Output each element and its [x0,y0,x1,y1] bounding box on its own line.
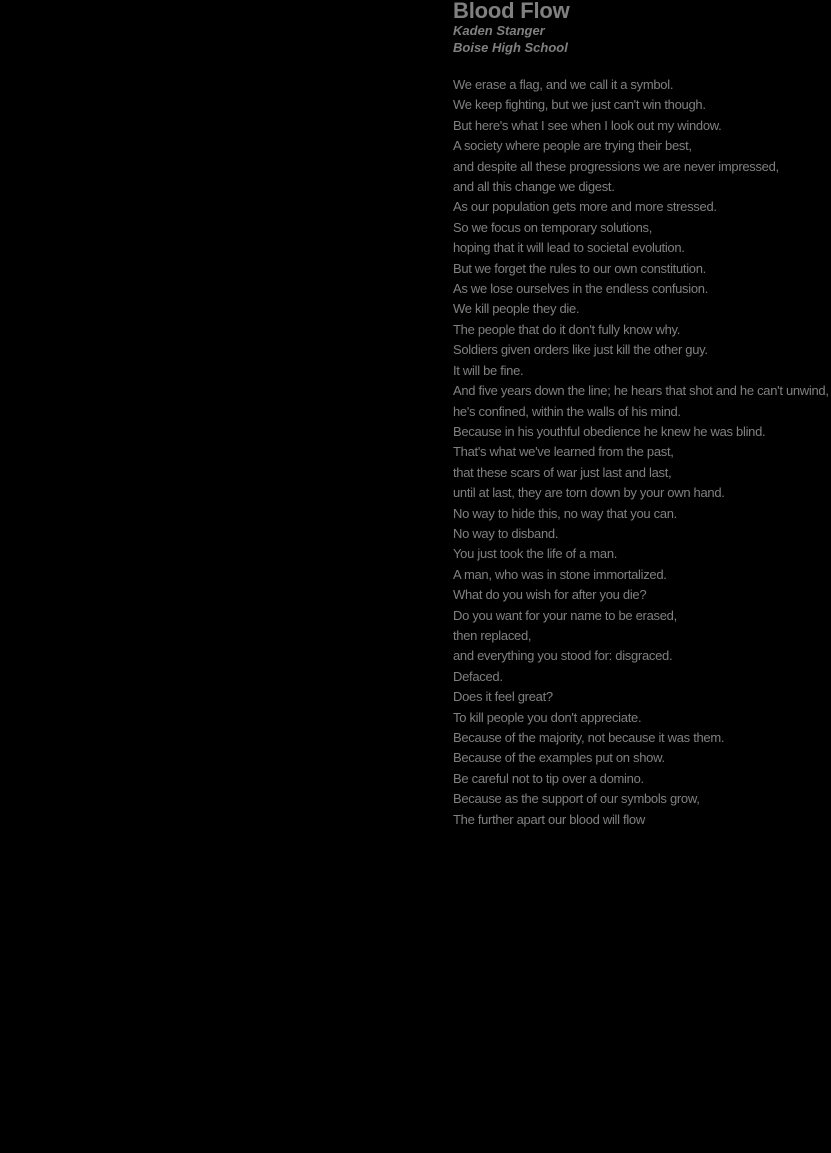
poem-line: he's confined, within the walls of his mind. [453,403,681,419]
poem-line: We erase a flag, and we call it a symbol. [453,77,674,92]
poem-school: Boise High School [453,40,568,55]
poem-line: That's what we've learned from the past, [453,444,674,460]
poem-line: No way to hide this, no way that you can. [453,505,677,521]
poem-line: A man, who was in stone immortalized. [453,566,667,582]
poem-line: then replaced, [453,627,532,643]
poem-line: To kill people you don't appreciate. [453,709,642,725]
poem-line: and everything you stood for: disgraced. [453,648,673,664]
poem-line: No way to disband. [453,525,559,541]
poem-line: Because in his youthful obedience he knew he was blind. [453,423,766,439]
poem-line: Because of the examples put on show. [453,750,665,766]
poem-line: Because of the majority, not because it was them. [453,730,725,745]
poem-line: and despite all these progressions we are never impressed, [453,158,779,174]
poem-line: Defaced. [453,668,503,684]
poem-line: But here's what I see when I look out my window. [453,117,722,133]
poem-line: Soldiers given orders like just kill the other guy. [453,342,708,358]
poem-line: Be careful not to tip over a domino. [453,770,644,786]
poem-line: As our population gets more and more stressed. [453,199,717,215]
poem-line: So we focus on temporary solutions, [453,219,653,235]
poem-line: We kill people they die. [453,301,580,317]
poem-line: The further apart our blood will flow [453,811,645,827]
poem-line: But we forget the rules to our own constitution. [453,260,706,276]
poem [453,0,831,830]
poem-line: that these scars of war just last and last, [453,464,672,480]
poem-line: What do you wish for after you die? [453,587,647,603]
poem-body [453,75,831,830]
poem-line: Because as the support of our symbols grow, [453,791,700,807]
poem-author: Kaden Stanger [453,23,545,38]
poem-line: We keep fighting, but we just can't win though. [453,97,706,113]
poem-line: and all this change we digest. [453,179,615,195]
poem-line: A society where people are trying their best, [453,138,692,154]
poem-line: until at last, they are torn down by your own hand. [453,485,725,501]
poem-line: And five years down the line; he hears that shot and he can't unwind, [453,383,829,399]
poem-line: As we lose ourselves in the endless confusion. [453,281,709,297]
poem-line: hoping that it will lead to societal evolution. [453,240,685,256]
poem-line: Does it feel great? [453,689,553,705]
poem-line: The people that do it don't fully know why. [453,321,681,337]
poem-line: Do you want for your name to be erased, [453,607,677,623]
poem-line: You just took the life of a man. [453,546,618,562]
poem-line: It will be fine. [453,362,524,378]
poem-title: Blood Flow [453,0,570,23]
